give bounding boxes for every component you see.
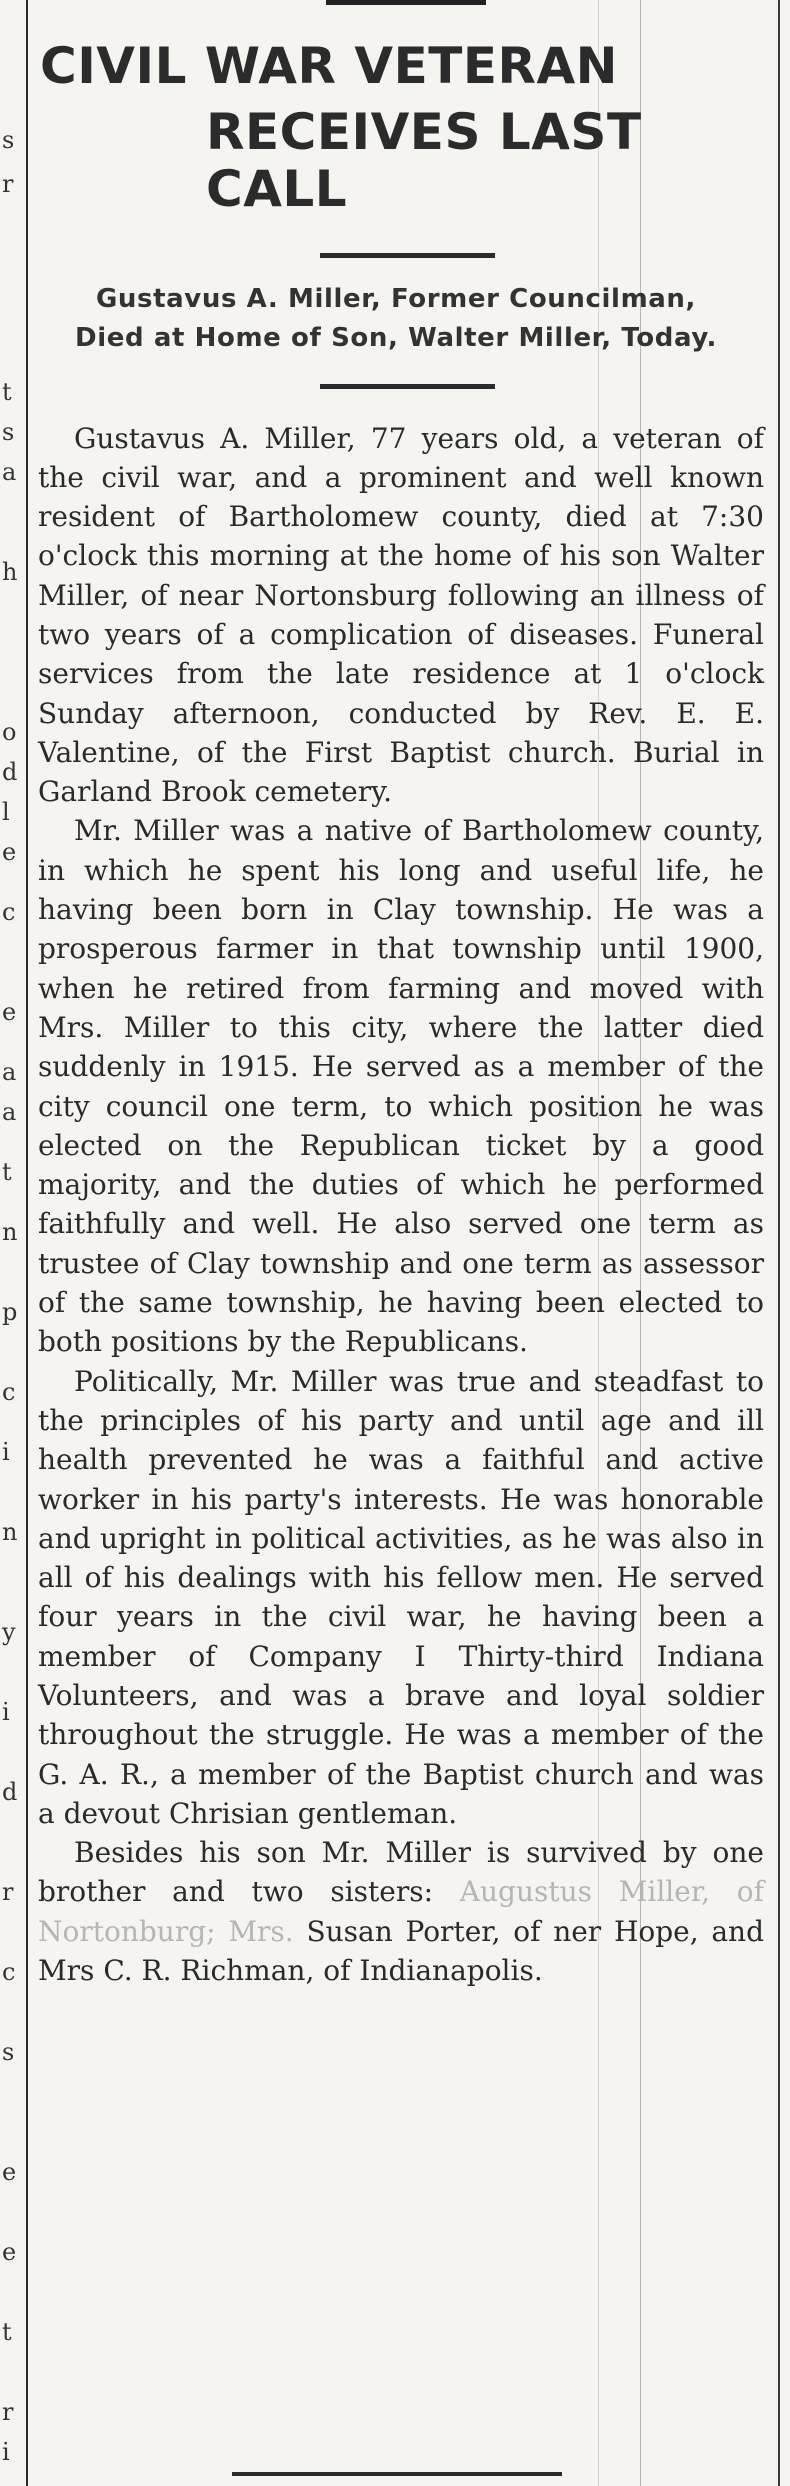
column-fragment: c: [2, 898, 16, 926]
paragraph-3: Politically, Mr. Miller was true and steadfast to the principles of his party and until age and ill health prevented he was a faithful and active worker in his party's interests. He was honorable and upright in political activities, as he was also in all of his dealings with his fellow men. He served four years in the civil war, he having been a member of Company I Thirty-third Indiana Volunteers, and was a brave and loyal soldier throughout the struggle. He was a member of the G. A. R., a member of the Baptist church and was a devout Chrisian gentleman.: [38, 1364, 764, 1830]
column-fragment: o: [2, 718, 17, 746]
column-fragment: a: [2, 1058, 17, 1086]
paragraph-1: Gustavus A. Miller, 77 years old, a veteran of the civil war, and a prominent and well known resident of Bartholomew county, died at 7:30 o'clock this morning at the home of his son Walter Miller, of near Nortonsburg following an illness of two years of a complication of diseases. Funeral services from the late residence at 1 o'clock Sunday afternoon, conducted by Rev. E. E. Valentine, of the First Baptist church. Burial in Garland Brook cemetery.: [38, 421, 764, 809]
column-fragment: r: [2, 2398, 14, 2426]
headline-divider: [320, 253, 495, 258]
column-fragment: h: [2, 558, 18, 586]
faded-survivor-line: Augustus Miller, of Nortonburg; Mrs.: [38, 1875, 764, 1948]
column-fragment: s: [2, 2038, 15, 2066]
headline: [36, 0, 766, 219]
column-fragment: s: [2, 126, 15, 154]
column-fragment: y: [2, 1618, 16, 1646]
column-fragment: n: [2, 1518, 18, 1546]
column-fragment: r: [2, 1878, 14, 1906]
paragraph-2: Mr. Miller was a native of Bartholomew county, in which he spent his long and useful life, he having been born in Clay township. He was a prosperous farmer in that township until 1900, when he retired from farming and moved with Mrs. Miller to this city, where the latter died suddenly in 1915. He served as a member of the city council one term, to which position he was elected on the Republican ticket by a good majority, and the duties of which he performed faithfully and well. He also served one term as trustee of Clay township and one term as assessor of the same township, he having been elected to both positions by the Republicans.: [38, 814, 764, 1359]
column-fragment: i: [2, 1438, 10, 1466]
paragraph-4-text: Besides his son Mr. Miller is survived by one brother and two sisters:: [38, 1836, 764, 1909]
column-fragment: i: [2, 2438, 10, 2466]
survivor-line: Susan Porter, of ner Hope, and Mrs C. R. Richman, of Indianapolis.: [38, 1914, 765, 1988]
column-fragment: n: [2, 1218, 18, 1246]
column-fragment: a: [2, 458, 17, 486]
column-fragment: p: [2, 1298, 18, 1326]
headline-line-2: RECEIVES LAST CALL: [206, 102, 642, 218]
subheadline: Gustavus A. Miller, Former Councilman, Died at Home of Son, Walter Miller, Today.: [75, 283, 717, 353]
article-body: [38, 419, 766, 1991]
headline-line-1: CIVIL WAR VETERAN: [40, 37, 619, 95]
bottom-rule: [232, 2472, 562, 2476]
column-fragment: t: [2, 2318, 12, 2346]
article: [36, 0, 766, 1990]
column-fragment: e: [2, 838, 17, 866]
column-fragment: e: [2, 2158, 17, 2186]
subhead-divider: [320, 384, 495, 389]
column-fragment: d: [2, 758, 18, 786]
column-fragment: l: [2, 798, 10, 826]
column-fragment: t: [2, 1158, 12, 1186]
column-fragment: r: [2, 170, 14, 198]
column-fragment: c: [2, 1958, 16, 1986]
column-fragment: d: [2, 1778, 18, 1806]
paragraph-4: [38, 1833, 764, 1990]
left-column-rule: [26, 0, 28, 2486]
column-fragment: e: [2, 2238, 17, 2266]
column-fragment: s: [2, 418, 15, 446]
adjacent-column-fragments: [0, 0, 22, 2486]
right-column-rule: [778, 0, 780, 2486]
column-fragment: c: [2, 1378, 16, 1406]
column-fragment: i: [2, 1698, 10, 1726]
column-fragment: e: [2, 998, 17, 1026]
column-fragment: t: [2, 378, 12, 406]
column-fragment: a: [2, 1098, 17, 1126]
